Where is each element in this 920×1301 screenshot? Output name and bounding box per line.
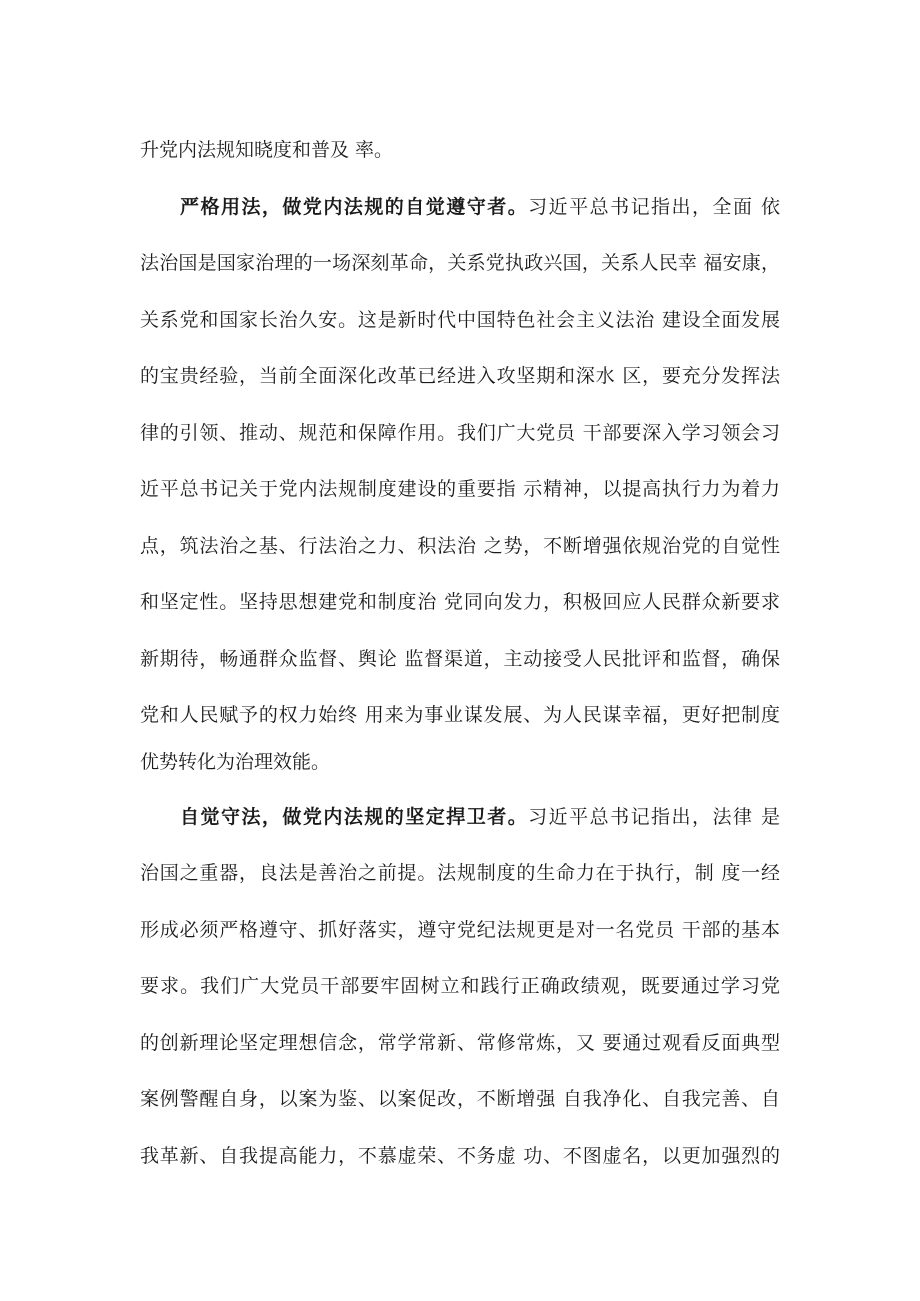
text-line: 要求。我们广大党员干部要牢固树立和践行正确政绩观，既要通过学习党: [140, 975, 780, 997]
paragraph-lead-line: 自觉守法，做党内法规的坚定捍卫者。习近平总书记指出，法律 是: [180, 806, 780, 828]
section-heading: 自觉守法，做党内法规的坚定捍卫者。: [180, 806, 529, 828]
text-line: 优势转化为治理效能。: [140, 751, 331, 773]
text-line: 和坚定性。坚持思想建党和制度治 党同向发力，积极回应人民群众新要求: [140, 591, 780, 613]
paragraph-lead-line: 严格用法，做党内法规的自觉遵守者。习近平总书记指出，全面 依: [180, 196, 780, 218]
text-line: 的宝贵经验，当前全面深化改革已经进入攻坚期和深水 区，要充分发挥法: [140, 365, 780, 387]
text-line: 升党内法规知晓度和普及 率。: [140, 139, 394, 161]
text-line: 关系党和国家长治久安。这是新时代中国特色社会主义法治 建设全面发展: [140, 309, 780, 331]
text-line: 治国之重器，良法是善治之前提。法规制度的生命力在于执行，制 度一经: [140, 862, 780, 884]
text-line: 新期待，畅通群众监督、舆论 监督渠道，主动接受人民批评和监督，确保: [140, 648, 780, 670]
text-line: 法治国是国家治理的一场深刻革命，关系党执政兴国，关系人民幸 福安康，: [140, 252, 780, 274]
text-line: 点，筑法治之基、行法治之力、积法治 之势，不断增强依规治党的自觉性: [140, 535, 780, 557]
text-line: 的创新理论坚定理想信念，常学常新、常修常炼，又 要通过观看反面典型: [140, 1032, 780, 1054]
text-line: 党和人民赋予的权力始终 用来为事业谋发展、为人民谋幸福，更好把制度: [140, 704, 780, 726]
text-line: 我革新、自我提高能力，不慕虚荣、不务虚 功、不图虚名，以更加强烈的: [140, 1145, 780, 1167]
text-line: 近平总书记关于党内法规制度建设的重要指 示精神，以提高执行力为着力: [140, 478, 780, 500]
text-line: 案例警醒自身，以案为鉴、以案促改，不断增强 自我净化、自我完善、自: [140, 1088, 780, 1110]
text-line: 律的引领、推动、规范和保障作用。我们广大党员 干部要深入学习领会习: [140, 422, 780, 444]
text-line: 形成必须严格遵守、抓好落实，遵守党纪法规更是对一名党员 干部的基本: [140, 919, 780, 941]
section-heading: 严格用法，做党内法规的自觉遵守者。: [180, 196, 529, 218]
